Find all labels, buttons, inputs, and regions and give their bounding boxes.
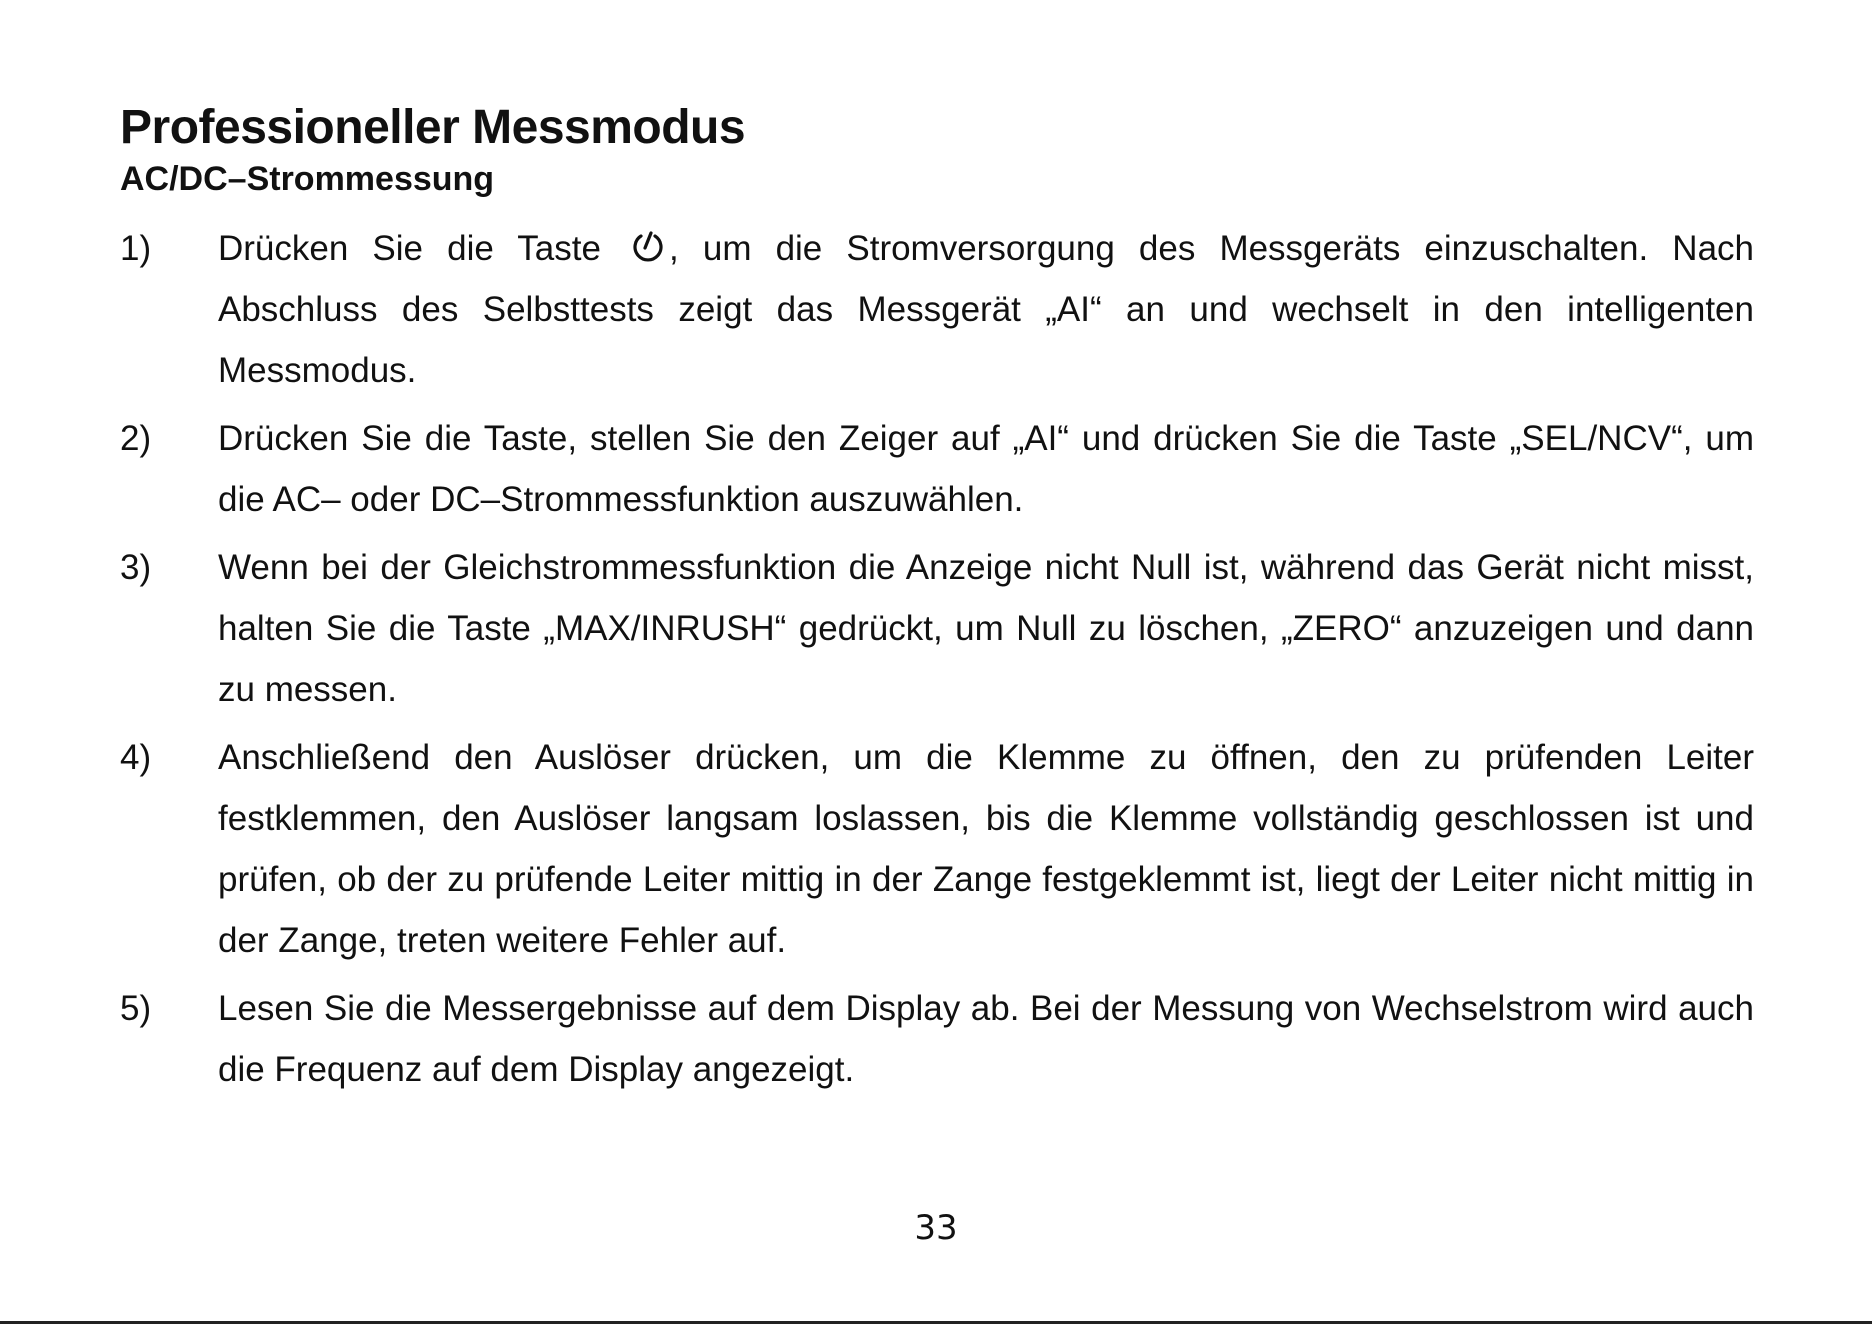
section-subtitle: AC/DC–Strommessung: [120, 160, 495, 198]
step-text: Wenn bei der Gleichstrommessfunktion die Anzeige nicht Null ist, während das Gerät nicht misst, halten Sie die Taste „MAX/INRUSH“ gedrückt, um Null zu löschen, „ZERO“ anzuzeigen und dann zu messen.: [218, 548, 1754, 709]
instruction-step-3: [120, 537, 1754, 720]
power-icon: [629, 224, 667, 262]
instruction-step-5: [120, 978, 1754, 1100]
step-text-start: Drücken Sie die Taste: [218, 229, 626, 268]
page-title: Professioneller Messmodus: [120, 101, 746, 154]
step-text: Anschließend den Auslöser drücken, um die Klemme zu öffnen, den zu prüfenden Leiter festklemmen, den Auslöser langsam loslassen, bis die Klemme vollständig geschlossen ist und prüfen, ob der zu prüfende Leiter mittig in der Zange festgeklemmt ist, liegt der Leiter nicht mittig in der Zange, treten weitere Fehler auf.: [218, 738, 1754, 960]
step-number: 3): [120, 548, 152, 587]
step-text: Drücken Sie die Taste, stellen Sie den Zeiger auf „AI“ und drücken Sie die Taste „SEL/NCV“, um die AC– oder DC–Strommessfunktion auszuwählen.: [218, 419, 1754, 519]
step-number: 5): [120, 989, 152, 1028]
step-number: 4): [120, 738, 152, 777]
instruction-list: [120, 218, 1754, 1107]
step-number: 2): [120, 419, 152, 458]
step-text-end: , um die Stromversorgung des Messgeräts einzuschalten. Nach Abschluss des Selbsttests zeigt das Messgerät „AI“ an und wechselt in den intelligenten Messmodus.: [218, 229, 1754, 390]
page-number: 33: [914, 1208, 958, 1248]
step-text: Lesen Sie die Messergebnisse auf dem Display ab. Bei der Messung von Wechselstrom wird auch die Frequenz auf dem Display angezeigt.: [218, 989, 1754, 1089]
instruction-step-1: [120, 218, 1754, 401]
step-number: 1): [120, 229, 152, 268]
instruction-step-4: [120, 727, 1754, 971]
instruction-step-2: [120, 408, 1754, 530]
